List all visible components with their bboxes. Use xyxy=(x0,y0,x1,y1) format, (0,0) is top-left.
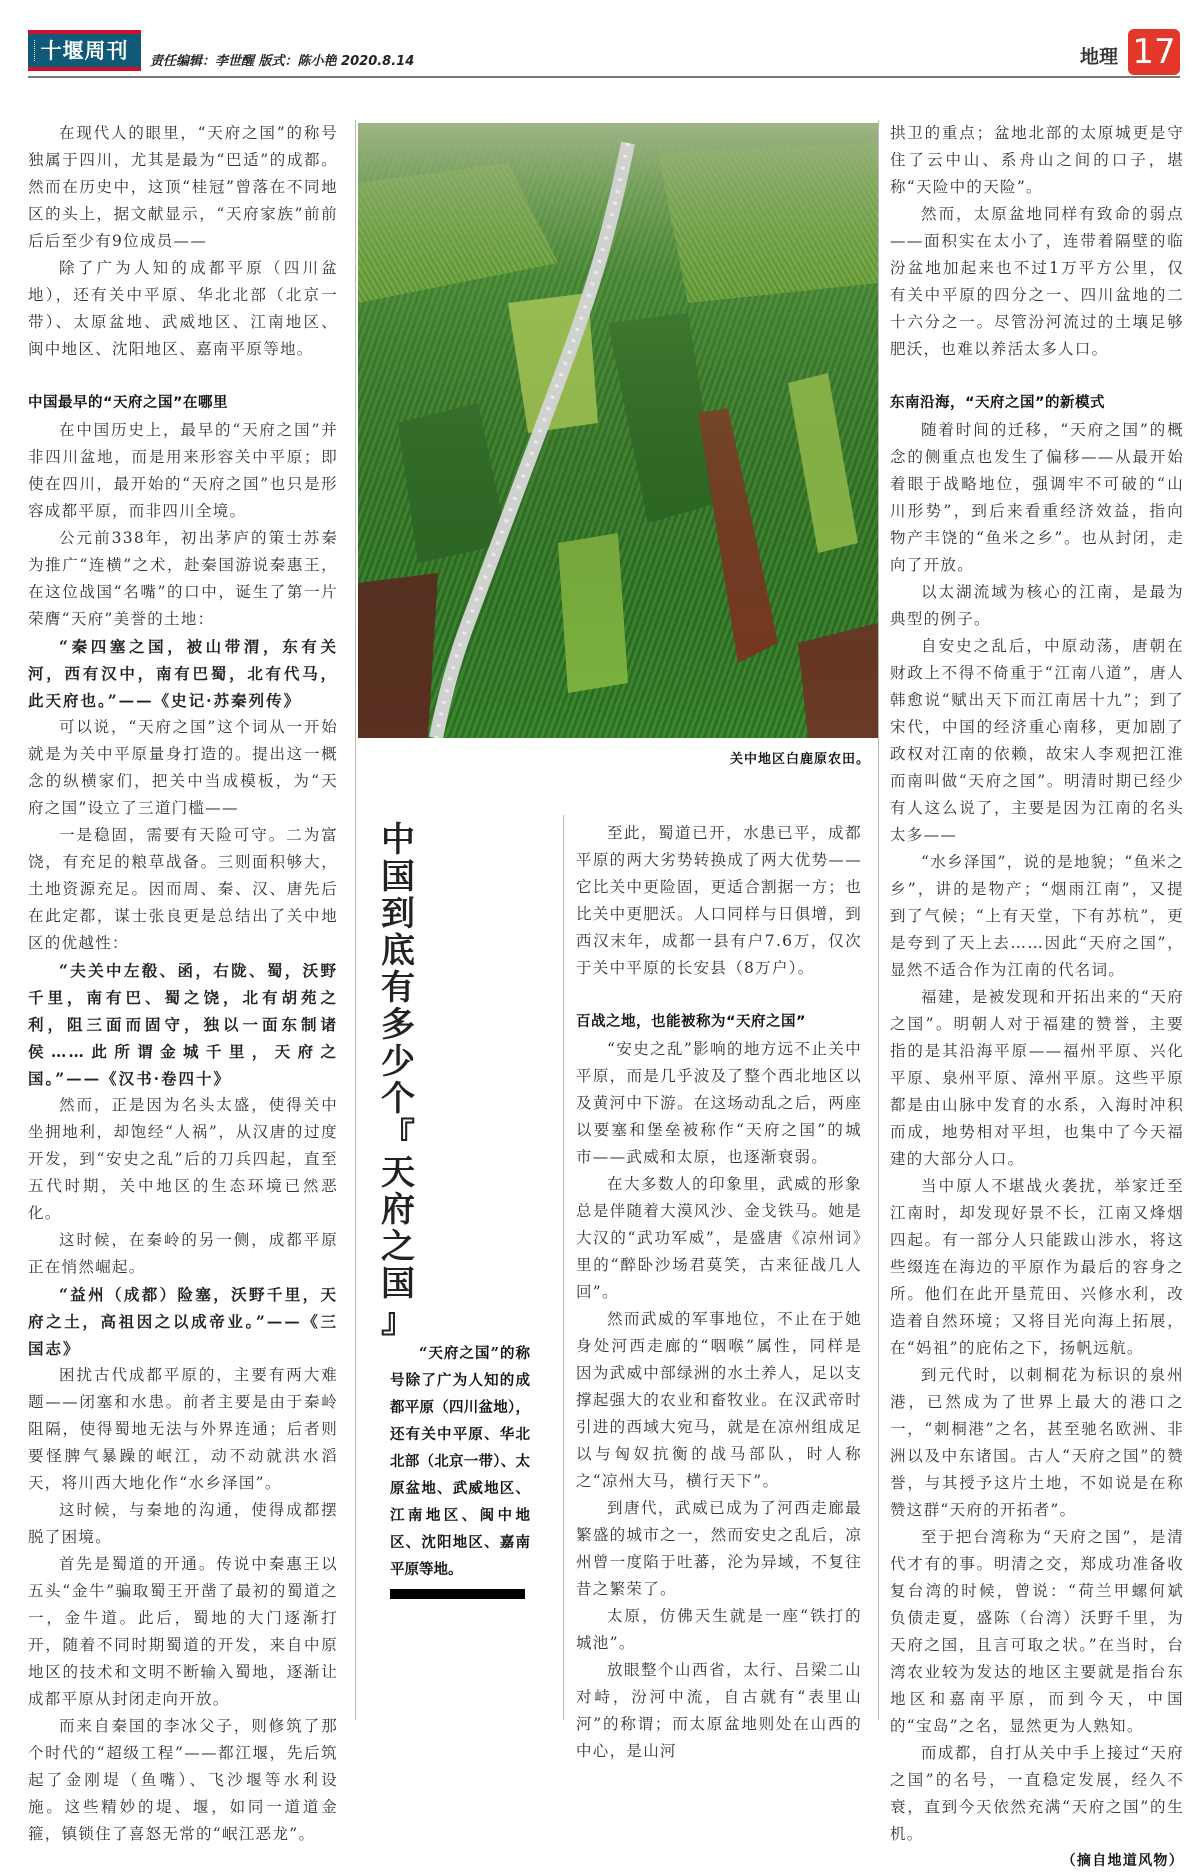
paragraph: 这时候，与秦地的沟通，使得成都摆脱了困境。 xyxy=(28,1501,338,1546)
title-char: 』 xyxy=(381,1301,415,1341)
photo-caption: 关中地区白鹿原农田。 xyxy=(729,752,870,767)
section-heading: 中国最早的“天府之国”在哪里 xyxy=(28,395,229,411)
paragraph: 而成都，自打从关中手上接过“天府之国”的名号，一直稳定发展，经久不衰，直到今天依然充满“天府之国”的生机。 xyxy=(890,1744,1184,1843)
paragraph: 在中国历史上，最早的“天府之国”并非四川盆地，而是用来形容关中平原；即使在四川，最开始的“天府之国”也只是形容成都平原，而非四川全境。 xyxy=(28,421,338,520)
title-char: 府 xyxy=(381,1190,415,1230)
paragraph: “水乡泽国”，说的是地貌；“鱼米之乡”，讲的是物产；“烟雨江南”，又提到了气候；“上有天堂，下有苏杭”，更是夸到了天上去……因此“天府之国”，显然不适合作为江南的代名词。 xyxy=(890,853,1184,979)
article-column-2 xyxy=(576,820,862,1765)
paragraph: 太原，仿佛天生就是一座“铁打的城池”。 xyxy=(576,1607,862,1652)
title-char: 少 xyxy=(381,1042,415,1082)
paragraph: 福建，是被发现和开拓出来的“天府之国”。明朝人对于福建的赞誉，主要指的是其沿海平原——福州平原、兴化平原、泉州平原、漳州平原。这些平原都是由山脉中发育的水系，入海时冲积而成，地势相对平坦，也集中了今天福建的大部分人口。 xyxy=(890,988,1184,1168)
article-title xyxy=(378,822,418,1340)
farmland-aerial-photo xyxy=(358,123,878,738)
paragraph: 至此，蜀道已开，水患已平，成都平原的两大劣势转换成了两大优势——它比关中更险固，更适合割据一方；也比关中更肥沃。人口同样与日俱增，到西汉末年，成都一县有户7.6万，仅次于关中平原的长安县（8万户）。 xyxy=(576,824,862,977)
title-char: 有 xyxy=(381,968,415,1008)
paragraph: 困扰古代成都平原的，主要有两大难题——闭塞和水患。前者主要是由于秦岭阻隔，使得蜀地无法与外界连通；后者则要怪脾气暴躁的岷江，动不动就洪水滔天，将川西大地化作“水乡泽国”。 xyxy=(28,1366,338,1492)
photo-illustration xyxy=(358,123,878,738)
paragraph: 到唐代，武威已成为了河西走廊最繁盛的城市之一，然而安史之乱后，凉州曾一度陷于吐蕃，沦为异域，不复往昔之繁荣了。 xyxy=(576,1499,862,1598)
title-char: 之 xyxy=(381,1227,415,1267)
paragraph: 至于把台湾称为“天府之国”，是清代才有的事。明清之交，郑成功准备收复台湾的时候，曾说：“荷兰甲螺何斌负债走夏，盛陈（台湾）沃野千里，为天府之国，且言可取之状。”在当时，台湾农业较为发达的地区主要就是指台东地区和嘉南平原，而到今天，中国的“宝岛”之名，显然更为人熟知。 xyxy=(890,1528,1184,1735)
paragraph: 然而，正是因为名头太盛，使得关中坐拥地利，却饱经“人祸”，从汉唐的过度开发，到“安史之乱”后的刀兵四起，直至五代时期，关中地区的生态环境已然恶化。 xyxy=(28,1096,338,1222)
pull-quote-text: “天府之国”的称号除了广为人知的成都平原（四川盆地），还有关中平原、华北北部（北京一带）、太原盆地、武威地区、江南地区、闽中地区、沈阳地区、嘉南平原等地。 xyxy=(390,1345,530,1578)
paragraph: 当中原人不堪战火袭扰，举家迁至江南时，却发现好景不长，江南又烽烟四起。有一部分人只能跋山涉水，将这些缀连在海边的平原作为最后的容身之所。他们在此开垦荒田、兴修水利，改造着自然环境；又将目光向海上拓展，在“妈祖”的庇佑之下，扬帆远航。 xyxy=(890,1177,1184,1357)
paragraph: 自安史之乱后，中原动荡，唐朝在财政上不得不倚重于“江南八道”，唐人韩愈说“赋出天下而江南居十九”；到了宋代，中国的经济重心南移，更加剧了政权对江南的依赖，故宋人李观把江淮而南叫做“天府之国”。明清时期已经少有人这么说了，主要是因为江南的名头太多—— xyxy=(890,637,1184,844)
quotation: “夫关中左殽、函，右陇、蜀，沃野千里，南有巴、蜀之饶，北有胡苑之利，阻三面而固守，独以一面东制诸侯……此所谓金城千里，天府之国。”——《汉书·卷四十》 xyxy=(28,961,338,1088)
article-column-3 xyxy=(890,120,1184,1875)
page-number-badge: 17 xyxy=(1128,29,1180,75)
title-char: 多 xyxy=(381,1005,415,1045)
column-divider xyxy=(355,120,356,1720)
paragraph: 在现代人的眼里，“天府之国”的称号独属于四川，尤其是最为“巴适”的成都。然而在历史中，这顶“桂冠”曾落在不同地区的头上，据文献显示，“天府家族”前前后后至少有9位成员—— xyxy=(28,124,338,250)
column-divider xyxy=(563,815,564,1720)
title-char: 底 xyxy=(381,931,415,971)
paragraph: 一是稳固，需要有天险可守。二为富饶，有充足的粮草战备。三则面积够大，土地资源充足。因而周、秦、汉、唐先后在此定都，谋士张良更是总结出了关中地区的优越性： xyxy=(28,826,338,952)
title-char: 个 xyxy=(381,1079,415,1119)
paragraph: 到元代时，以刺桐花为标识的泉州港，已然成为了世界上最大的港口之一，“刺桐港”之名，甚至驰名欧洲、非洲以及中东诸国。古人“天府之国”的赞誉，与其授予这片土地，不如说是在称赞这群“天府的开拓者”。 xyxy=(890,1366,1184,1519)
pull-quote xyxy=(390,1340,530,1599)
quotation: “益州（成都）险塞，沃野千里，天府之土，高祖因之以成帝业。”——《三国志》 xyxy=(28,1285,338,1358)
paragraph: 在大多数人的印象里，武威的形象总是伴随着大漠风沙、金戈铁马。她是大汉的“武功军威”，是盛唐《凉州词》里的“醉卧沙场君莫笑，古来征战几人回”。 xyxy=(576,1175,862,1301)
paragraph: 这时候，在秦岭的另一侧，成都平原正在悄然崛起。 xyxy=(28,1231,338,1276)
quotation: “秦四塞之国，被山带渭，东有关河，西有汉中，南有巴蜀，北有代马，此天府也。”——《史记·苏秦列传》 xyxy=(28,637,338,710)
article-column-1 xyxy=(28,120,338,1848)
paragraph: 随着时间的迁移，“天府之国”的概念的侧重点也发生了偏移——从最开始着眼于战略地位，强调牢不可破的“山川形势”，到后来看重经济效益，指向物产丰饶的“鱼米之乡”。也从封闭，走向了开放。 xyxy=(890,421,1184,574)
title-char: 到 xyxy=(381,894,415,934)
section-heading: 百战之地，也能被称为“天府之国” xyxy=(576,1014,807,1030)
title-char: 国 xyxy=(381,857,415,897)
paragraph: 放眼整个山西省，太行、吕梁二山对峙，汾河中流，自古就有“表里山河”的称谓；而太原盆地则处在山西的中心，是山河 xyxy=(576,1661,862,1760)
masthead-logo: 十堰周刊 xyxy=(28,30,141,71)
section-heading: 东南沿海，“天府之国”的新模式 xyxy=(890,395,1106,411)
header-rule xyxy=(28,76,1180,78)
paragraph: 然而武威的军事地位，不止在于她身处河西走廊的“咽喉”属性，同样是因为武威中部绿洲的水土养人，足以支撑起强大的农业和畜牧业。在汉武帝时引进的西域大宛马，就是在凉州组成足以与匈奴抗衡的战马部队，时人称之“凉州大马，横行天下”。 xyxy=(576,1310,862,1490)
paragraph: 拱卫的重点；盆地北部的太原城更是守住了云中山、系舟山之间的口子，堪称“天险中的天险”。 xyxy=(890,124,1184,196)
paragraph: 公元前338年，初出茅庐的策士苏秦为推广“连横”之术，赴秦国游说秦惠王，在这位战国“名嘴”的口中，诞生了第一片荣膺“天府”美誉的土地： xyxy=(28,529,338,628)
title-char: 国 xyxy=(381,1264,415,1304)
editor-credits: 责任编辑：李世醒 版式：陈小艳 2020.8.14 xyxy=(150,54,415,69)
paragraph: 然而，太原盆地同样有致命的弱点——面积实在太小了，连带着隔壁的临汾盆地加起来也不过1万平方公里，仅有关中平原的四分之一、四川盆地的二十六分之一。尽管汾河流过的土壤足够肥沃，也难以养活太多人口。 xyxy=(890,205,1184,358)
title-char: 天 xyxy=(381,1153,415,1193)
pull-quote-bar xyxy=(390,1589,525,1599)
source-credit: （摘自地道风物） xyxy=(1061,1853,1184,1869)
title-char: 『 xyxy=(381,1116,415,1156)
column-divider xyxy=(878,120,879,1720)
paragraph: 而来自秦国的李冰父子，则修筑了那个时代的“超级工程”——都江堰，先后筑起了金刚堤（鱼嘴）、飞沙堰等水利设施。这些精妙的堤、堰，如同一道道金箍，镇锁住了喜怒无常的“岷江恶龙”。 xyxy=(28,1717,338,1843)
paragraph: 首先是蜀道的开通。传说中秦惠王以五头“金牛”骗取蜀王开凿了最初的蜀道之一，金牛道。此后，蜀地的大门逐渐打开，随着不同时期蜀道的开发，来自中原地区的技术和文明不断输入蜀地，逐渐让成都平原从封闭走向开放。 xyxy=(28,1555,338,1708)
paragraph: 除了广为人知的成都平原（四川盆地），还有关中平原、华北北部（北京一带）、太原盆地、武威地区、江南地区、闽中地区、沈阳地区、嘉南平原等地。 xyxy=(28,259,338,358)
section-label: 地理 xyxy=(1079,46,1118,68)
paragraph: 可以说，“天府之国”这个词从一开始就是为关中平原量身打造的。提出这一概念的纵横家们，把关中当成模板，为“天府之国”设立了三道门槛—— xyxy=(28,718,338,817)
paragraph: 以太湖流域为核心的江南，是最为典型的例子。 xyxy=(890,583,1184,628)
title-char: 中 xyxy=(381,820,415,860)
paragraph: “安史之乱”影响的地方远不止关中平原，而是几乎波及了整个西北地区以及黄河中下游。在这场动乱之后，两座以要塞和堡垒被称作“天府之国”的城市——武威和太原，也逐渐衰弱。 xyxy=(576,1040,862,1166)
